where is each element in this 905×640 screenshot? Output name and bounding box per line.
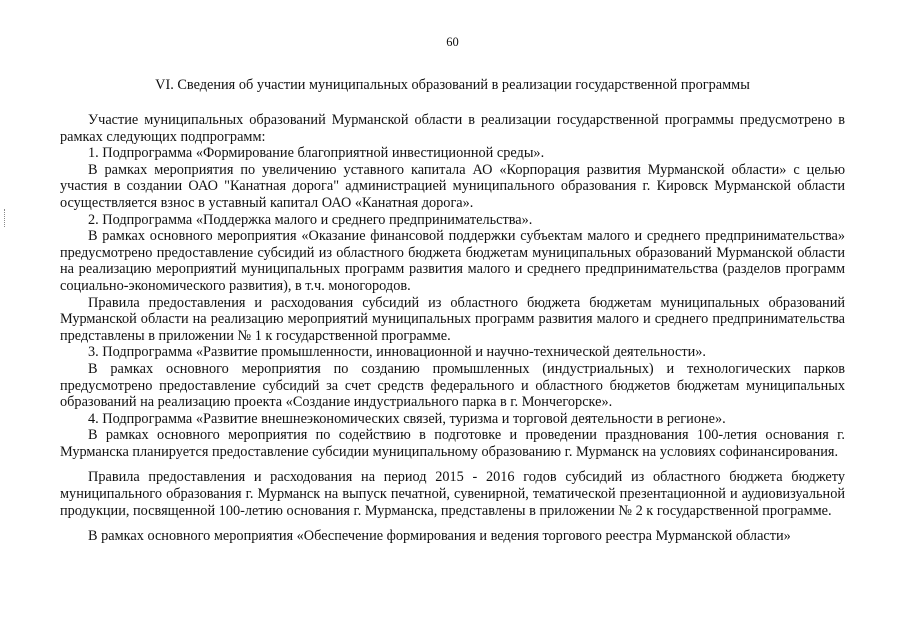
paragraph-subprogram-2-detail: В рамках основного мероприятия «Оказание финансовой поддержки субъектам малого и среднего предпринимательства» предусмотрено предоставление субсидий из областного бюджета бюджетам муниципальных образований Мурманской области на реализацию мероприятий муниципальных программ развития малого и среднего предпринимательства (разделов программ социально-экономического развития), в т.ч. моногородов. [60, 228, 845, 294]
paragraph-subprogram-1: 1. Подпрограмма «Формирование благоприятной инвестиционной среды». [88, 145, 545, 162]
paragraph-subprogram-3: 3. Подпрограмма «Развитие промышленности, инновационной и научно-технической деятельности». [88, 344, 706, 361]
margin-mark [4, 209, 7, 227]
paragraph-subprogram-2-rules: Правила предоставления и расходования субсидий из областного бюджета бюджетам муниципальных образований Мурманской области на реализацию мероприятий муниципальных программ развития малого и среднего предпринимательства представлены в приложении № 1 к государственной программе. [60, 294, 845, 344]
paragraph-subprogram-2: 2. Подпрограмма «Поддержка малого и среднего предпринимательства». [88, 211, 533, 228]
paragraph-subprogram-3-detail: В рамках основного мероприятия по созданию промышленных (индустриальных) и технологических парков предусмотрено предоставление субсидий за счет средств федерального и областного бюджетов бюджетам муниципальных образований на реализацию проекта «Создание индустриального парка в г. Мончегорске». [60, 360, 845, 411]
paragraph-subprogram-4-detail: В рамках основного мероприятия по содействию в подготовке и проведении празднования 100-летия основания г. Мурманска планируется предоставление субсидии муниципальному образованию г. Мурманск на условиях софинансирования. [60, 427, 845, 460]
page-number: 60 [446, 35, 459, 49]
paragraph-subprogram-1-detail: В рамках мероприятия по увеличению уставного капитала АО «Корпорация развития Мурманской области» с целью участия в создании ОАО "Канатная дорога" администрацией муниципального образования г. Кировск Мурманской области осуществляется взнос в уставный капитал ОАО «Канатная дорога». [60, 161, 845, 211]
paragraph-subprogram-4: 4. Подпрограмма «Развитие внешнеэкономических связей, туризма и торговой деятельности в регионе». [88, 410, 726, 427]
document-body [60, 112, 845, 545]
paragraph-intro: Участие муниципальных образований Мурманской области в реализации государственной программы предусмотрено в рамках следующих подпрограмм: [60, 112, 845, 145]
paragraph-subprogram-4-rules: Правила предоставления и расходования на период 2015 - 2016 годов субсидий из областного бюджета бюджету муниципального образования г. Мурманск на выпуск печатной, сувенирной, тематической презентационной и аудиовизуальной продукции, посвященной 100-летию основания г. Мурманска, представлены в приложении № 2 к государственной программе. [60, 469, 845, 519]
section-title: VI. Сведения об участии муниципальных образований в реализации государственной программы [155, 77, 750, 93]
paragraph-trade-registry: В рамках основного мероприятия «Обеспечение формирования и ведения торгового реестра Мурманской области» [88, 528, 791, 545]
